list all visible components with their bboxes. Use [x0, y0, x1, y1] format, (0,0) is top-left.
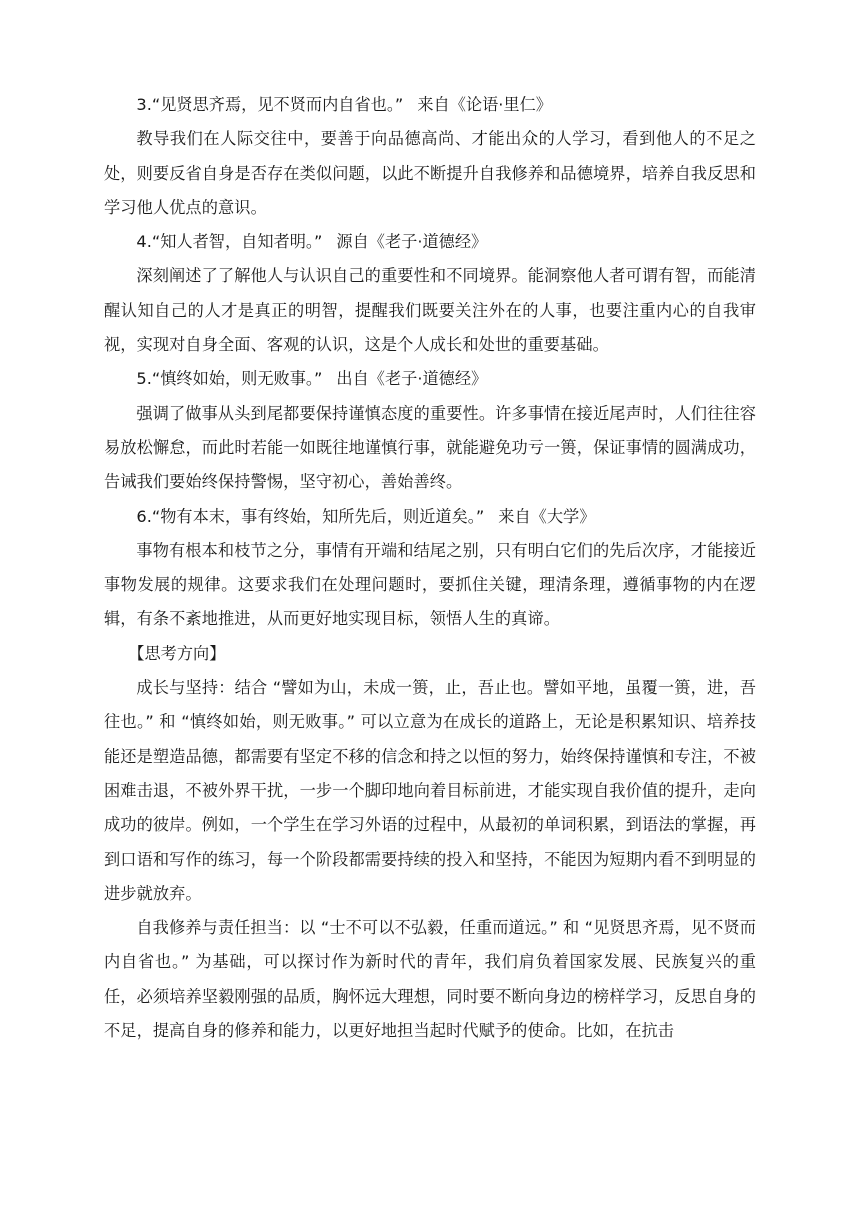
quote-heading-5 [104, 362, 756, 396]
quote-heading-4 [104, 225, 756, 259]
quote-explanation-6: 事物有根本和枝节之分，事情有开端和结尾之别，只有明白它们的先后次序，才能接近事物发展的规律。这要求我们在处理问题时，要抓住关键，理清条理，遵循事物的内在逻辑，有条不紊地推进，从而更好地实现目标，领悟人生的真谛。 [104, 540, 756, 629]
direction-self-cultivation: 自我修养与责任担当：以 “士不可以不弘毅，任重而道远。” 和 “见贤思齐焉，见不贤而内自省也。” 为基础，可以探讨作为新时代的青年，我们肩负着国家发展、民族复兴的重任，必须培养坚毅刚强的品质，胸怀远大理想，同时要不断向身边的榜样学习，反思自身的不足，提高自身的修养和能力，以更好地担当起时代赋予的使命。比如，在抗击 [104, 918, 756, 1041]
quote-explanation-3: 教导我们在人际交往中，要善于向品德高尚、才能出众的人学习，看到他人的不足之处，则要反省自身是否存在类似问题，以此不断提升自我修养和品德境界，培养自我反思和学习他人优点的意识。 [104, 129, 756, 217]
quote-source: 出自《老子·道德经》 [336, 369, 488, 389]
quote-explanation-4: 深刻阐述了了解他人与认识自己的重要性和不同境界。能洞察他人者可谓有智，而能清醒认知自己的人才是真正的明智，提醒我们既要关注外在的人事，也要注重内心的自我审视，实现对自身全面、客观的认识，这是个人成长和处世的重要基础。 [104, 266, 756, 355]
quote-text: 3.“见贤思齐焉，见不贤而内自省也。” [136, 95, 404, 114]
quote-heading-6 [104, 500, 756, 534]
section-title-thinking-directions: 【思考方向】 [128, 643, 226, 663]
quote-text: 4.“知人者智，自知者明。” [136, 232, 323, 252]
quote-source: 来自《大学》 [498, 506, 596, 526]
quote-source: 源自《老子·道德经》 [336, 232, 488, 252]
quote-source: 来自《论语·里仁》 [417, 95, 552, 114]
quote-heading-3 [104, 88, 756, 122]
quote-text: 5.“慎终如始，则无败事。” [136, 369, 323, 389]
quote-text: 6.“物有本末，事有终始，知所先后，则近道矣。” [136, 506, 485, 526]
quote-explanation-5: 强调了做事从头到尾都要保持谨慎态度的重要性。许多事情在接近尾声时，人们往往容易放松懈怠，而此时若能一如既往地谨慎行事，就能避免功亏一篑，保证事情的圆满成功，告诫我们要始终保持警惕，坚守初心，善始善终。 [104, 403, 756, 492]
document-body [104, 88, 756, 1048]
direction-growth-perseverance: 成长与坚持：结合 “譬如为山，未成一篑，止，吾止也。譬如平地，虽覆一篑，进，吾往也。” 和 “慎终如始，则无败事。” 可以立意为在成长的道路上，无论是积累知识、培养技能还是塑造品德，都需要有坚定不移的信念和持之以恒的努力，始终保持谨慎和专注，不被困难击退，不被外界干扰，一步一个脚印地向着目标前进，才能实现自我价值的提升，走向成功的彼岸。例如，一个学生在学习外语的过程中，从最初的单词积累，到语法的掌握，再到口语和写作的练习，每一个阶段都需要持续的投入和坚持，不能因为短期内看不到明显的进步就放弃。 [104, 678, 756, 903]
